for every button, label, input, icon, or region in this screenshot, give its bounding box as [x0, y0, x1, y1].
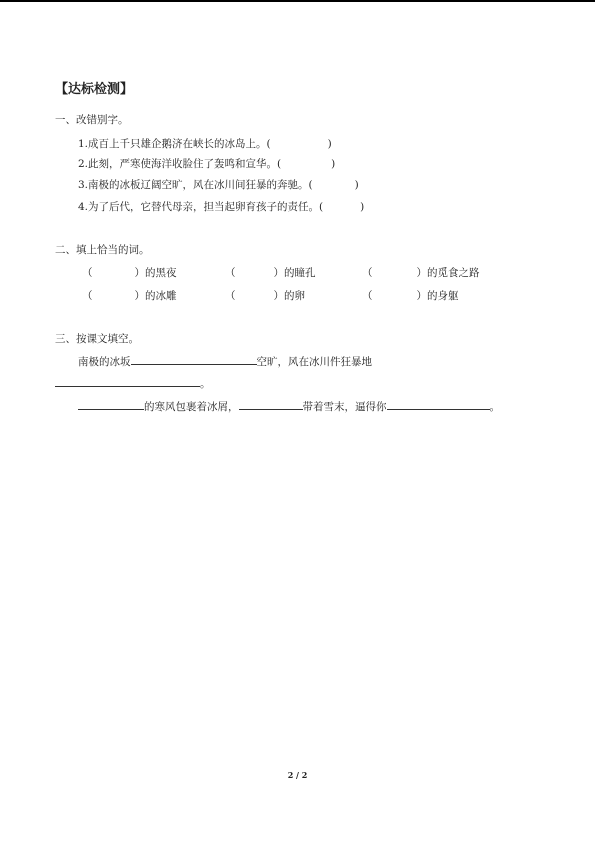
recall-line-1 [78, 354, 372, 369]
exercise-item-4-close: ) [360, 201, 365, 213]
recall-text-3a: 的寒风包裹着冰屑， [144, 401, 239, 413]
page-number: 2 / 2 [287, 770, 308, 780]
recall-text-3b: 带着雪末，逼得你 [302, 401, 387, 413]
section2-heading: 二、填上恰当的词。 [55, 244, 150, 256]
recall-blank-1[interactable] [131, 354, 257, 365]
phrase-text: ）的瞳孔 [273, 267, 316, 279]
recall-blank-3[interactable] [78, 399, 144, 410]
exercise-item-1-close: ) [327, 138, 332, 150]
exercise-item-3 [78, 177, 359, 192]
fill-cell-6 [362, 288, 459, 303]
recall-blank-4[interactable] [239, 399, 303, 410]
phrase-text: ）的身躯 [416, 290, 459, 302]
exercise-item-1-text: 1.成百上千只雄企鹅济在峡长的冰岛上。( [78, 138, 271, 150]
exercise-item-1 [78, 136, 332, 151]
recall-text-1a: 南极的冰坂 [78, 356, 131, 368]
paren-open: （ [362, 267, 373, 279]
recall-text-3-end: 。 [489, 401, 500, 413]
section-title: 【达标检测】 [55, 82, 134, 97]
section3-heading: 三、按课文填空。 [55, 333, 139, 345]
recall-blank-5[interactable] [387, 399, 490, 410]
recall-text-1b: 空旷，风在冰川件狂暴地 [256, 356, 372, 368]
paren-open: （ [362, 290, 373, 302]
top-rule [0, 0, 595, 2]
recall-blank-2[interactable] [55, 376, 200, 387]
paren-open: （ [225, 290, 236, 302]
fill-cell-4 [82, 288, 177, 303]
paren-open: （ [82, 267, 93, 279]
exercise-item-4-text: 4.为了后代，它替代母亲，担当起卵育孩子的责任。( [78, 201, 324, 213]
exercise-item-2-text: 2.此刻，严寒使海洋收脸住了轰鸣和宣华。( [78, 158, 282, 170]
paren-open: （ [225, 267, 236, 279]
section1-heading: 一、改错别字。 [55, 114, 129, 126]
fill-cell-5 [225, 288, 305, 303]
exercise-item-2-close: ) [331, 158, 336, 170]
exercise-item-3-close: ) [354, 179, 359, 191]
phrase-text: ）的觅食之路 [416, 267, 480, 279]
paren-open: （ [82, 290, 93, 302]
recall-text-2-end: 。 [200, 378, 211, 390]
phrase-text: ）的卵 [273, 290, 305, 302]
fill-cell-2 [225, 265, 316, 280]
exercise-item-4 [78, 199, 364, 214]
exercise-item-2 [78, 156, 335, 171]
recall-line-3 [78, 399, 500, 414]
recall-line-2 [55, 376, 211, 391]
phrase-text: ）的黑夜 [134, 267, 177, 279]
fill-cell-1 [82, 265, 177, 280]
phrase-text: ）的冰雕 [134, 290, 177, 302]
fill-cell-3 [362, 265, 480, 280]
exercise-item-3-text: 3.南极的冰板辽阔空旷，风在冰川间狂暴的奔驰。( [78, 179, 313, 191]
